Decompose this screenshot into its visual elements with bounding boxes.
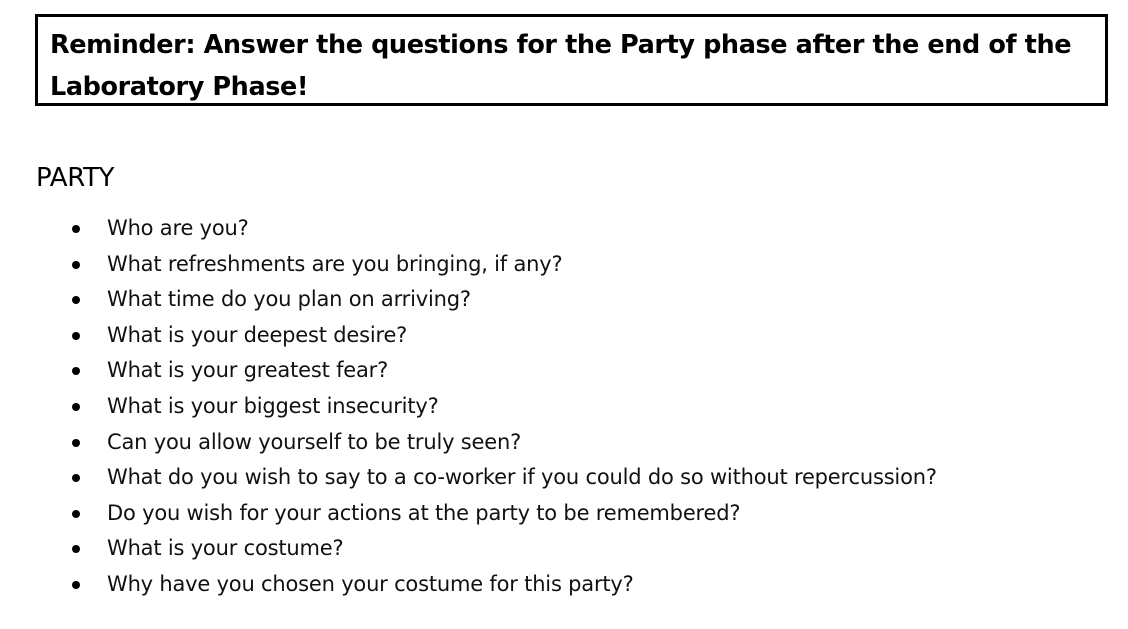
list-item bbox=[0, 496, 937, 532]
list-item bbox=[0, 318, 937, 354]
bullet-icon bbox=[72, 332, 80, 340]
list-item bbox=[0, 353, 937, 389]
reminder-box bbox=[35, 14, 1108, 106]
reminder-text: Reminder: Answer the questions for the Party phase after the end of the Laboratory Phase! bbox=[50, 30, 1072, 102]
question-list bbox=[0, 211, 937, 603]
question-text: What is your greatest fear? bbox=[107, 358, 389, 383]
question-text: Do you wish for your actions at the party to be remembered? bbox=[107, 500, 741, 525]
bullet-icon bbox=[72, 367, 80, 375]
list-item bbox=[0, 425, 937, 461]
question-text: Can you allow yourself to be truly seen? bbox=[107, 429, 522, 454]
list-item bbox=[0, 247, 937, 283]
bullet-icon bbox=[72, 510, 80, 518]
question-text: Who are you? bbox=[107, 216, 249, 240]
question-text: What is your costume? bbox=[107, 536, 344, 561]
bullet-icon bbox=[72, 261, 80, 269]
list-item bbox=[0, 531, 937, 567]
question-text: What time do you plan on arriving? bbox=[107, 287, 471, 312]
bullet-icon bbox=[72, 296, 80, 304]
bullet-icon bbox=[72, 225, 80, 233]
bullet-icon bbox=[72, 403, 80, 411]
list-item bbox=[0, 282, 937, 318]
bullet-icon bbox=[72, 474, 80, 482]
bullet-icon bbox=[72, 545, 80, 553]
section-heading: PARTY bbox=[36, 163, 115, 193]
question-text: What refreshments are you bringing, if any? bbox=[107, 251, 563, 276]
question-text: What do you wish to say to a co-worker if you could do so without repercussion? bbox=[107, 465, 937, 490]
list-item bbox=[0, 460, 937, 496]
question-text: Why have you chosen your costume for this party? bbox=[107, 571, 634, 596]
list-item bbox=[0, 389, 937, 425]
bullet-icon bbox=[72, 439, 80, 447]
bullet-icon bbox=[72, 581, 80, 589]
list-item bbox=[0, 567, 937, 603]
question-text: What is your deepest desire? bbox=[107, 322, 408, 347]
question-text: What is your biggest insecurity? bbox=[107, 393, 439, 418]
list-item bbox=[0, 211, 937, 247]
